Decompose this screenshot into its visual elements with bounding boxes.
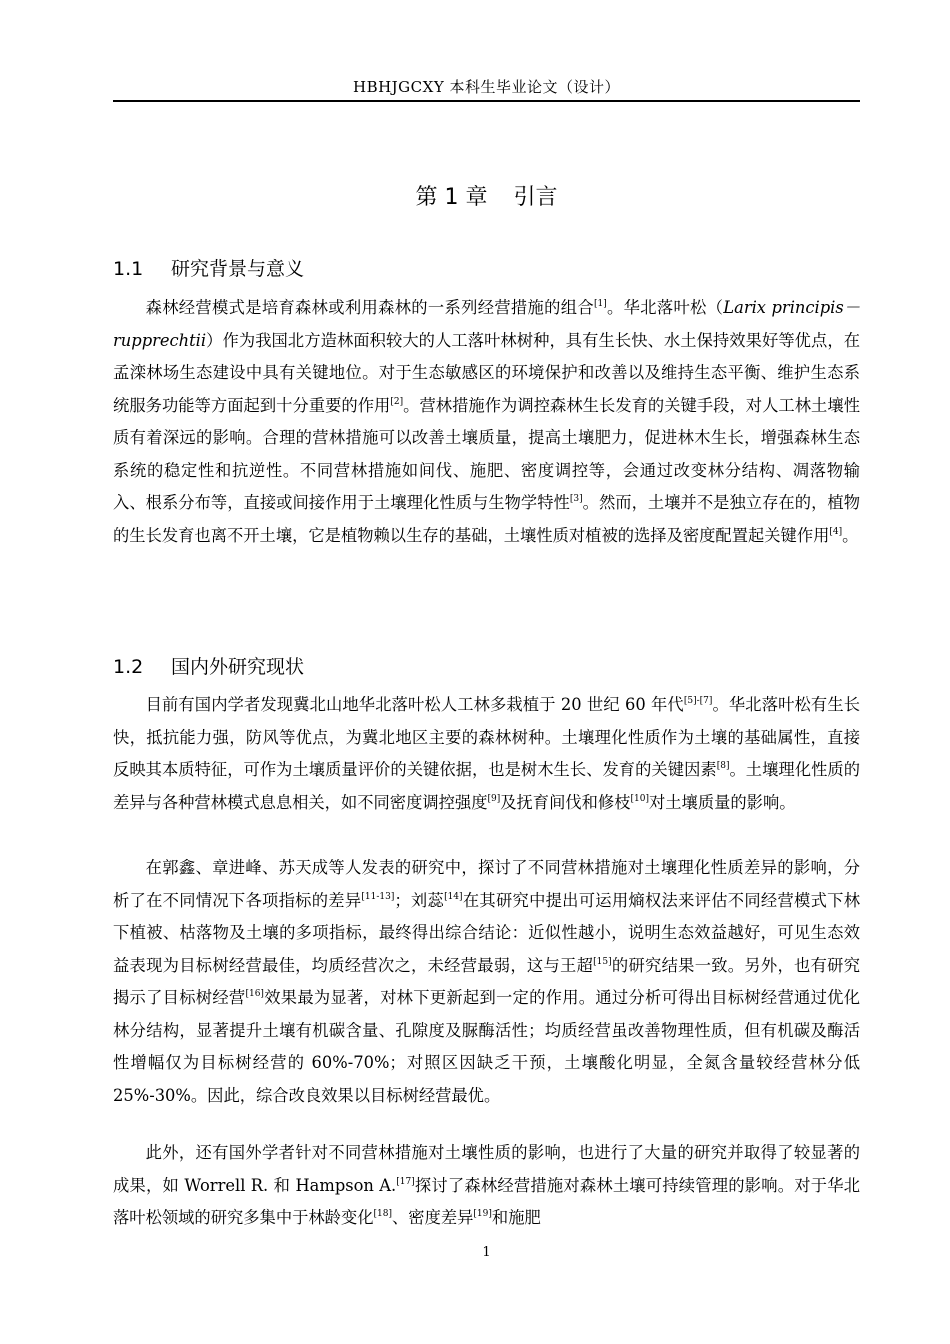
citation: [19] xyxy=(473,1209,492,1219)
citation: [10] xyxy=(630,793,649,804)
chapter-name: 引言 xyxy=(513,185,558,210)
section-number: 1.2 xyxy=(113,656,144,678)
chapter-title xyxy=(113,180,860,211)
paragraph-foreign-research: 此外，还有国外学者针对不同营林措施对土壤性质的影响，也进行了大量的研究并取得了较显著的成果，如 Worrell R. 和 Hampson A.[17]探讨了森林经营措施对森林土壤可持续管理的影响。对于华北落叶松领域的研究多集中于林龄变化[18]、密度差异[19]和施肥 xyxy=(113,1143,860,1227)
section-number: 1.1 xyxy=(113,258,144,280)
citation: [11-13] xyxy=(361,891,395,902)
citation: [2] xyxy=(390,396,404,407)
citation: [3] xyxy=(569,494,583,504)
paragraph-domestic-research: 目前有国内学者发现冀北山地华北落叶松人工林多栽植于 20 世纪 60 年代[5]-[7]。华北落叶松有生长快，抵抗能力强，防风等优点，为冀北地区主要的森林树种。土壤理化性质作为土壤的基础属性，直接反映其本质特征，可作为土壤质量评价的关键依据，也是树木生长、发育的关键因素[8]。土壤理化性质的差异与各种营林模式息息相关，如不同密度调控强度[9]及抚育间伐和修枝[10]对土壤质量的影响。 xyxy=(113,695,860,812)
paragraph-management-studies: 在郭鑫、章进峰、苏天成等人发表的研究中，探讨了不同营林措施对土壤理化性质差异的影响，分析了在不同情况下各项指标的差异[11-13]；刘蕊[14]在其研究中提出可运用熵权法来评估不同经营模式下林下植被、枯落物及土壤的多项指标，最终得出综合结论：近似性越小，说明生态效益越好，可见生态效益表现为目标树经营最佳，均质经营次之，未经营最弱，这与王超[15]的研究结果一致。另外，也有研究揭示了目标树经营[16]效果最为显著，对林下更新起到一定的作用。通过分析可得出目标树经营通过优化林分结构，显著提升土壤有机碳含量、孔隙度及脲酶活性；均质经营虽改善物理性质，但有机碳及酶活性增幅仅为目标树经营的 60%-70%；对照区因缺乏干预，土壤酸化明显，全氮含量较经营林分低 25%-30%。因此，综合改良效果以目标树经营最优。 xyxy=(113,858,860,1105)
latin-name: Larix principis－rupprechtii xyxy=(113,298,860,350)
citation: [15] xyxy=(593,956,612,967)
section-heading-1-2 xyxy=(113,652,304,679)
citation: [14] xyxy=(444,891,463,902)
citation: [8] xyxy=(716,761,730,771)
header-rule xyxy=(113,100,860,102)
section-heading-1-1 xyxy=(113,254,304,281)
chapter-number: 第 1 章 xyxy=(415,185,488,210)
citation: [4] xyxy=(829,526,843,537)
citation: [1] xyxy=(593,299,607,309)
page-number: 1 xyxy=(482,1245,491,1260)
citation: [17] xyxy=(396,1176,415,1187)
citation: [5]-[7] xyxy=(683,696,713,706)
citation: [9] xyxy=(487,793,501,804)
citation: [16] xyxy=(245,989,264,999)
section-title: 国内外研究现状 xyxy=(171,656,305,678)
citation: [18] xyxy=(373,1209,392,1219)
paragraph-background: 森林经营模式是培育森林或利用森林的一系列经营措施的组合[1]。华北落叶松（Larix principis－rupprechtii）作为我国北方造林面积较大的人工落叶林树种，具有生长快、水土保持效果好等优点，在孟滦林场生态建设中具有关键地位。对于生态敏感区的环境保护和改善以及维持生态平衡、维护生态系统服务功能等方面起到十分重要的作用[2]。营林措施作为调控森林生长发育的关键手段，对人工林土壤性质有着深远的影响。合理的营林措施可以改善土壤质量，提高土壤肥力，促进林木生长，增强森林生态系统的稳定性和抗逆性。不同营林措施如间伐、施肥、密度调控等，会通过改变林分结构、凋落物输入、根系分布等，直接或间接作用于土壤理化性质与生物学特性[3]。然而，土壤并不是独立存在的，植物的生长发育也离不开土壤，它是植物赖以生存的基础，土壤性质对植被的选择及密度配置起关键作用[4]。 xyxy=(113,298,860,545)
section-title: 研究背景与意义 xyxy=(171,258,305,280)
page-header: HBHJGCXY 本科生毕业论文（设计） xyxy=(352,78,620,96)
